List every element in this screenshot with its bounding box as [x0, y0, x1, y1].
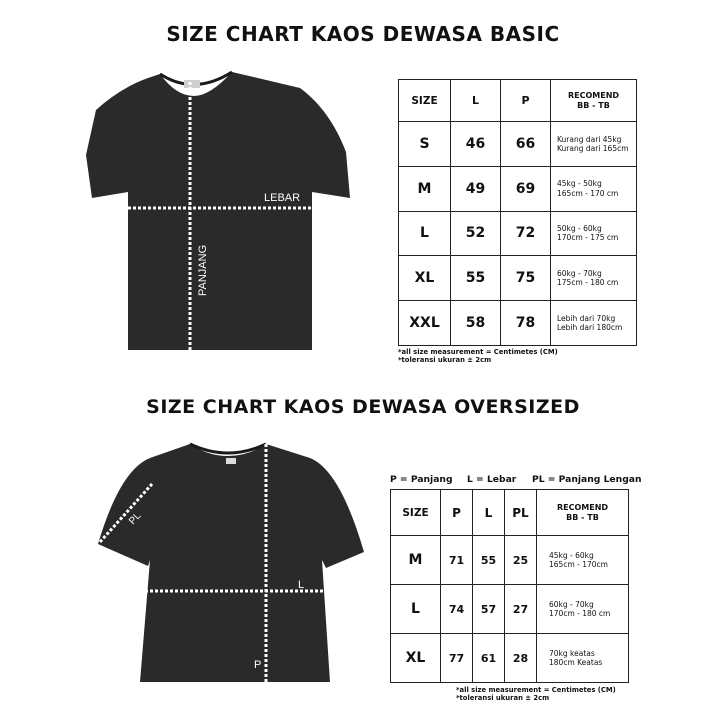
oversized-cell-size: L [391, 585, 441, 634]
oversized-cell-size: M [391, 536, 441, 585]
oversized-cell-recomend-weight: 45kg - 60kg [549, 550, 594, 560]
oversized-table-row [391, 634, 629, 683]
basic-cell-size: XXL [399, 301, 451, 346]
oversized-cell-recomend [537, 634, 629, 683]
basic-cell-recomend-height: 170cm - 175 cm [557, 233, 619, 243]
basic-header-l: L [451, 80, 501, 122]
oversized-cell-p: 74 [441, 585, 473, 634]
basic-cell-size: XL [399, 256, 451, 301]
basic-table-row [399, 301, 637, 346]
basic-cell-p: 72 [501, 211, 551, 256]
oversized-header-l: L [473, 490, 505, 536]
oversized-legend-pl: PL = Panjang Lengan [532, 474, 642, 485]
basic-note-1: *all size measurement = Centimetes (CM) [398, 348, 558, 356]
oversized-table-header-row [391, 490, 629, 536]
basic-cell-l: 46 [451, 122, 501, 167]
oversized-header-recomend-line2: BB - TB [566, 512, 599, 522]
basic-header-p: P [501, 80, 551, 122]
basic-cell-recomend-weight: Kurang dari 45kg [557, 134, 622, 144]
oversized-shirt-tag [226, 458, 236, 464]
oversized-header-size: SIZE [391, 490, 441, 536]
basic-cell-recomend-height: 165cm - 170 cm [557, 188, 619, 198]
oversized-note-1: *all size measurement = Centimetes (CM) [456, 686, 616, 694]
oversized-cell-pl: 25 [505, 536, 537, 585]
oversized-cell-pl: 27 [505, 585, 537, 634]
oversized-title: SIZE CHART KAOS DEWASA OVERSIZED [146, 396, 580, 418]
basic-cell-recomend [551, 122, 637, 167]
oversized-cell-recomend [537, 585, 629, 634]
basic-header-recomend-line1: RECOMEND [567, 90, 620, 100]
basic-cell-l: 58 [451, 301, 501, 346]
basic-note-2: *toleransi ukuran ± 2cm [398, 356, 492, 365]
oversized-cell-l: 55 [473, 536, 505, 585]
basic-cell-recomend-weight: 45kg - 50kg [557, 179, 602, 189]
basic-shirt-image [86, 72, 350, 352]
basic-title: SIZE CHART KAOS DEWASA BASIC [166, 22, 560, 46]
basic-header-recomend-line2: BB - TB [577, 100, 610, 110]
basic-cell-l: 49 [451, 166, 501, 211]
basic-cell-l: 55 [451, 256, 501, 301]
oversized-table-row [391, 536, 629, 585]
oversized-header-recomend-line1: RECOMEND [556, 502, 609, 512]
basic-table-row [399, 211, 637, 256]
oversized-legend-l: L = Lebar [467, 474, 517, 485]
basic-table-header-row [399, 80, 637, 122]
oversized-pl-label: PL [127, 510, 144, 528]
oversized-cell-recomend-weight: 70kg keatas [549, 648, 595, 658]
basic-table-row [399, 166, 637, 211]
basic-cell-recomend-height: Kurang dari 165cm [557, 143, 629, 153]
basic-size-table [398, 79, 637, 346]
oversized-legend-p: P = Panjang [390, 474, 453, 485]
oversized-note-2: *toleransi ukuran ± 2cm [456, 694, 550, 703]
oversized-cell-recomend-weight: 60kg - 70kg [549, 599, 594, 609]
basic-cell-recomend [551, 256, 637, 301]
basic-cell-recomend-height: Lebih dari 180cm [557, 323, 623, 333]
basic-lebar-label: LEBAR [264, 192, 301, 204]
basic-notes [398, 348, 558, 365]
oversized-l-label: L [298, 579, 305, 591]
basic-cell-p: 69 [501, 166, 551, 211]
basic-table-row [399, 256, 637, 301]
oversized-cell-recomend [537, 536, 629, 585]
basic-panjang-label: PANJANG [197, 244, 209, 296]
basic-cell-recomend-weight: 60kg - 70kg [557, 268, 602, 278]
basic-cell-p: 66 [501, 122, 551, 167]
basic-cell-l: 52 [451, 211, 501, 256]
basic-header-recomend [551, 80, 637, 122]
basic-cell-recomend-height: 175cm - 180 cm [557, 278, 619, 288]
oversized-shirt-image [98, 444, 364, 682]
basic-cell-size: M [399, 166, 451, 211]
oversized-size-table [390, 489, 629, 683]
basic-cell-recomend [551, 166, 637, 211]
oversized-table-row [391, 585, 629, 634]
basic-cell-size: S [399, 122, 451, 167]
oversized-cell-p: 77 [441, 634, 473, 683]
basic-cell-p: 75 [501, 256, 551, 301]
basic-cell-recomend-weight: Lebih dari 70kg [557, 313, 616, 323]
oversized-cell-size: XL [391, 634, 441, 683]
oversized-header-recomend [537, 490, 629, 536]
basic-table-row [399, 122, 637, 167]
basic-shirt-tag [184, 80, 200, 88]
basic-cell-recomend-weight: 50kg - 60kg [557, 224, 602, 234]
basic-cell-size: L [399, 211, 451, 256]
oversized-header-pl: PL [505, 490, 537, 536]
basic-header-size: SIZE [399, 80, 451, 122]
basic-cell-p: 78 [501, 301, 551, 346]
oversized-cell-pl: 28 [505, 634, 537, 683]
oversized-cell-l: 61 [473, 634, 505, 683]
oversized-cell-l: 57 [473, 585, 505, 634]
oversized-p-label: P [254, 659, 262, 671]
oversized-cell-recomend-height: 170cm - 180 cm [549, 609, 611, 618]
oversized-cell-recomend-height: 180cm Keatas [549, 658, 603, 667]
oversized-cell-p: 71 [441, 536, 473, 585]
basic-cell-recomend [551, 211, 637, 256]
oversized-cell-recomend-height: 165cm - 170cm [549, 560, 608, 569]
basic-cell-recomend [551, 301, 637, 346]
oversized-header-p: P [441, 490, 473, 536]
oversized-notes [456, 686, 616, 703]
